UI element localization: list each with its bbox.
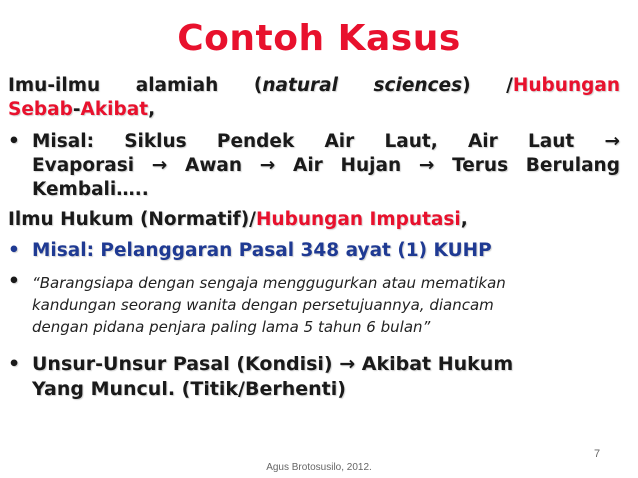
slide-title: Contoh Kasus: [177, 18, 461, 59]
paragraph-ilmu-hukum: [8, 208, 620, 232]
bullet-line-2: Yang Muncul. (Titik/Berhenti): [32, 378, 346, 400]
text-segment: Terus Berulang: [452, 155, 620, 176]
bullet-line-1: [32, 352, 620, 377]
text-segment: Awan: [185, 155, 243, 176]
arrow-right-icon: →: [259, 155, 276, 176]
text-segment: Akibat Hukum: [361, 353, 514, 375]
text-segment: ,: [148, 99, 156, 120]
highlight-imputasi: Hubungan Imputasi: [255, 209, 461, 230]
bullet-unsur: [8, 352, 620, 402]
text-segment: Misal: Siklus Pendek Air Laut, Air Laut: [32, 131, 575, 152]
highlight-hubungan: Hubungan: [512, 75, 621, 96]
arrow-right-icon: →: [151, 155, 168, 176]
bullet-text: Misal: Pelanggaran Pasal 348 ayat (1) KUHP: [32, 240, 492, 261]
arrow-right-icon: →: [418, 155, 435, 176]
bullet-marker: •: [8, 131, 20, 152]
text-segment: Imu-ilmu alamiah (: [8, 75, 263, 96]
quote-line-3: dengan pidana penjara paling lama 5 tahun 6 bulan”: [32, 318, 431, 336]
bullet-line-3: Kembali…..: [32, 179, 149, 200]
quote-line-1: “Barangsiapa dengan sengaja menggugurkan atau mematikan: [32, 274, 506, 292]
paragraph-natural-sciences: [8, 74, 620, 122]
bullet-line-1: [32, 130, 620, 154]
text-segment: Unsur-Unsur Pasal (Kondisi): [32, 353, 333, 375]
text-segment: Evaporasi: [32, 155, 135, 176]
bullet-marker: •: [8, 353, 21, 375]
text-segment: ) /: [462, 75, 513, 96]
quote-line-2: kandungan seorang wanita dengan persetujuannya, diancam: [32, 296, 494, 314]
bullet-pelanggaran: [8, 239, 620, 263]
arrow-right-icon: →: [604, 131, 620, 152]
bullet-siklus: [8, 130, 620, 202]
bullet-line-2: [32, 154, 620, 178]
bullet-marker: •: [8, 271, 20, 292]
bullet-quote: [8, 270, 620, 338]
text-segment: Ilmu Hukum (Normatif)/: [8, 209, 256, 230]
paragraph-line-1: [8, 74, 620, 98]
page-number: 7: [594, 448, 601, 460]
footer-author: Agus Brotosusilo, 2012.: [266, 462, 372, 473]
highlight-akibat: Akibat: [80, 99, 149, 120]
highlight-sebab: Sebab: [8, 99, 73, 120]
arrow-right-icon: →: [339, 353, 356, 375]
text-segment: -: [72, 99, 81, 120]
text-segment: ,: [460, 209, 468, 230]
italic-term: natural sciences: [262, 75, 463, 96]
paragraph-line-2: [8, 98, 620, 122]
bullet-marker: •: [8, 240, 20, 261]
text-segment: Air Hujan: [293, 155, 402, 176]
